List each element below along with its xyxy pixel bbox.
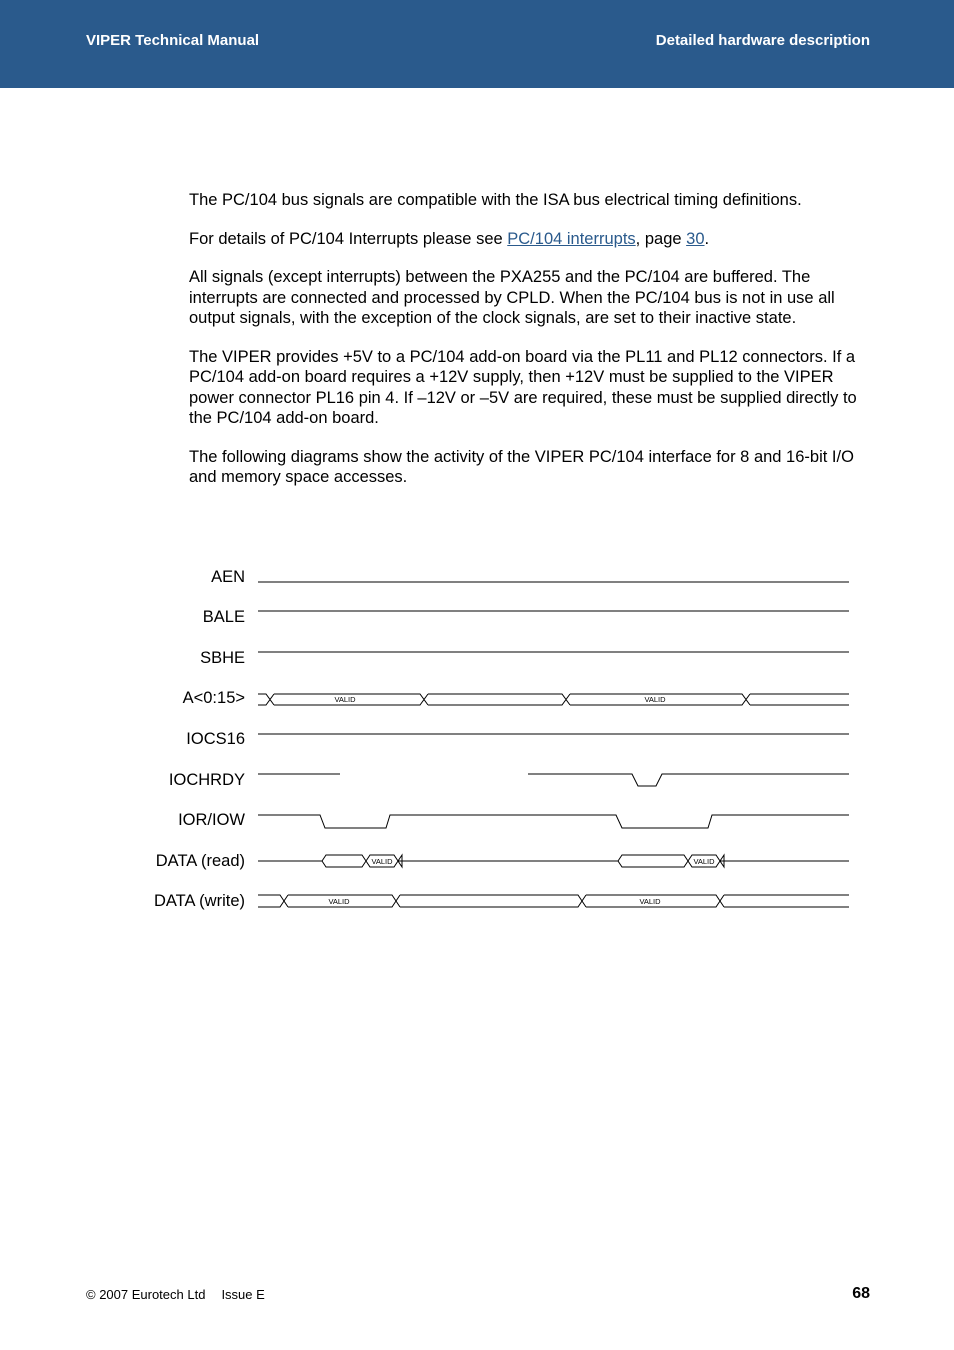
- issue-text: Issue E: [221, 1287, 265, 1302]
- manual-title: VIPER Technical Manual: [86, 32, 260, 49]
- data-read-valid-label-1: VALID: [371, 857, 393, 866]
- data-read-valid-label-2: VALID: [693, 857, 715, 866]
- paragraph-2-mid: , page: [635, 229, 687, 248]
- address-valid-label-2: VALID: [644, 695, 666, 704]
- iochrdy-waveform: [258, 774, 849, 786]
- paragraph-5: The following diagrams show the activity of the VIPER PC/104 interface for 8 and 16-bit I/O and memory space accesses.: [189, 447, 854, 486]
- timing-diagram: [0, 560, 954, 920]
- data-read-waveform: [258, 855, 849, 867]
- pc104-interrupts-link[interactable]: PC/104 interrupts: [507, 229, 636, 248]
- paragraph-2: [189, 229, 869, 250]
- signal-label-aen: AEN: [211, 568, 245, 586]
- paragraph-1: The PC/104 bus signals are compatible with the ISA bus electrical timing definitions.: [189, 191, 802, 209]
- signal-label-iochrdy: IOCHRDY: [168, 771, 245, 789]
- signal-label-data-write: DATA (write): [153, 892, 245, 910]
- signal-label-iocs16: IOCS16: [186, 730, 245, 748]
- ior-iow-waveform: [258, 815, 849, 828]
- signal-label-sbhe: SBHE: [200, 649, 245, 667]
- page-30-link[interactable]: 30: [686, 229, 705, 248]
- section-title: Detailed hardware description: [655, 32, 870, 49]
- paragraph-4: The VIPER provides +5V to a PC/104 add-on board via the PL11 and PL12 connectors. If a PC/104 add-on board requires a +12V supply, then +12V must be supplied to the VIPER power connector PL16 pin 4. If –12V or –5V are required, these must be supplied directly to the PC/104 add-on board.: [189, 347, 857, 427]
- data-write-valid-label-1: VALID: [328, 897, 350, 906]
- page-header: [0, 0, 954, 88]
- signal-label-address: A<0:15>: [182, 689, 245, 707]
- footer: [86, 1287, 281, 1302]
- data-write-valid-label-2: VALID: [639, 897, 661, 906]
- signal-label-bale: BALE: [202, 608, 245, 626]
- paragraph-2-suffix: .: [704, 229, 710, 248]
- page-number: 68: [852, 1285, 870, 1302]
- paragraph-2-prefix: For details of PC/104 Interrupts please see: [189, 229, 508, 248]
- signal-label-ior-iow: IOR/IOW: [178, 811, 245, 829]
- address-valid-label-1: VALID: [334, 695, 356, 704]
- paragraph-3: All signals (except interrupts) between the PXA255 and the PC/104 are buffered. The interrupts are connected and processed by CPLD. When the PC/104 bus is not in use all output signals, with the exception of the clock signals, are set to their inactive state.: [189, 268, 835, 327]
- body-text: [189, 190, 869, 506]
- signal-label-data-read: DATA (read): [155, 852, 245, 870]
- copyright-text: © 2007 Eurotech Ltd: [86, 1287, 206, 1302]
